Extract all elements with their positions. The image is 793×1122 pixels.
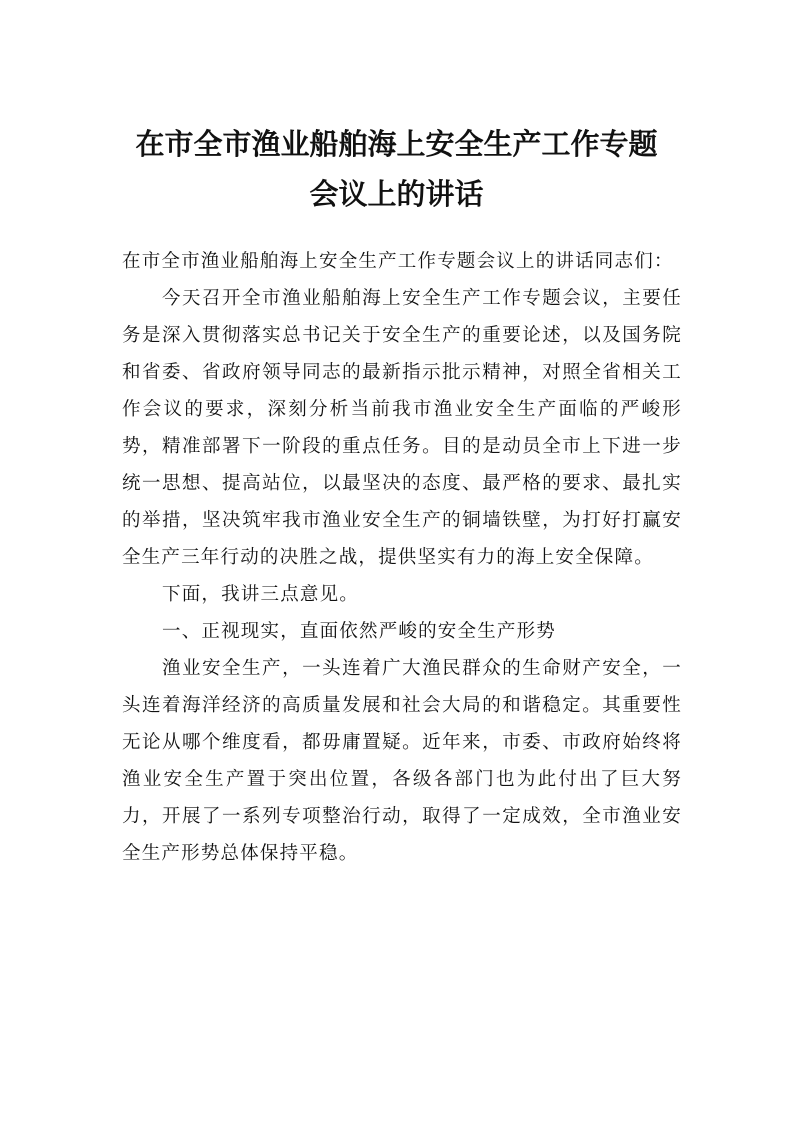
paragraph-transition: 下面，我讲三点意见。 — [162, 584, 360, 605]
opening-paragraph: 在市全市渔业船舶海上安全生产工作专题会议上的讲话同志们： — [122, 251, 674, 272]
paragraph-section-1: 渔业安全生产，一头连着广大渔民群众的生命财产安全，一头连着海洋经济的高质量发展和社会大局的和谐稳定。其重要性无论从哪个维度看，都毋庸置疑。近年来，市委、市政府始终将渔业安全生产置于突出位置，各级各部门也为此付出了巨大努力，开展了一系列专项整治行动，取得了一定成效，全市渔业安全生产形势总体保持平稳。 — [122, 658, 682, 864]
paragraph-intro: 今天召开全市渔业船舶海上安全生产工作专题会议，主要任务是深入贯彻落实总书记关于安全生产的重要论述，以及国务院和省委、省政府领导同志的最新指示批示精神，对照全省相关工作会议的要求，深刻分析当前我市渔业安全生产面临的严峻形势，精准部署下一阶段的重点任务。目的是动员全市上下进一步统一思想、提高站位，以最坚决的态度、最严格的要求、最扎实的举措，坚决筑牢我市渔业安全生产的铜墙铁壁，为打好打赢安全生产三年行动的决胜之战，提供坚实有力的海上安全保障。 — [122, 288, 682, 568]
document-title-line-2: 会议上的讲话 — [309, 177, 484, 211]
document-body — [122, 243, 682, 872]
document-title-line-1: 在市全市渔业船舶海上安全生产工作专题 — [135, 127, 658, 161]
section-heading-1: 一、正视现实，直面依然严峻的安全生产形势 — [162, 621, 557, 642]
